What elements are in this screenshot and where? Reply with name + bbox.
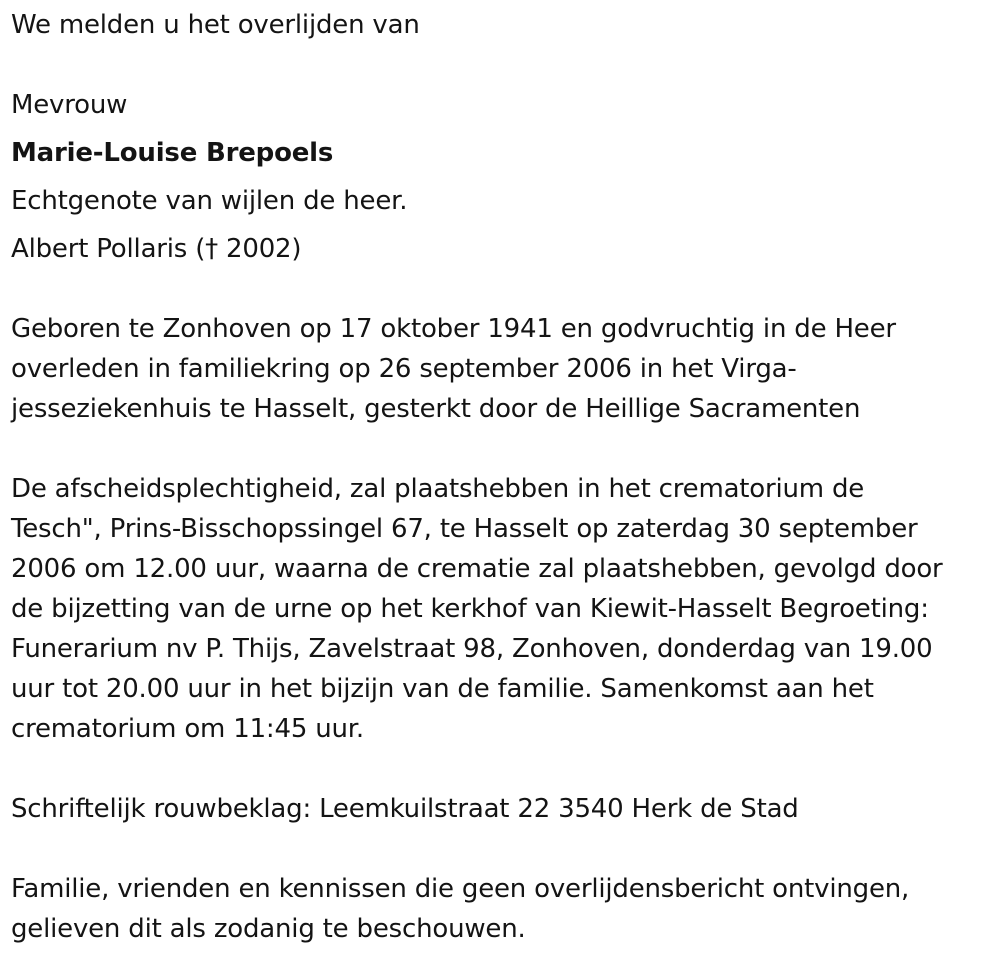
closing-line: Familie, vrienden en kennissen die geen overlijdensbericht ontvingen, (11, 874, 910, 904)
birth-line: overleden in familiekring op 26 september 2006 in het Virga- (11, 354, 797, 384)
intro-text: We melden u het overlijden van (11, 10, 420, 40)
deceased-name: Marie-Louise Brepoels (11, 138, 334, 168)
ceremony-line: De afscheidsplechtigheid, zal plaatshebben in het crematorium de (11, 474, 865, 504)
salutation-text: Mevrouw (11, 90, 128, 120)
ceremony-line: Funerarium nv P. Thijs, Zavelstraat 98, Zonhoven, donderdag van 19.00 (11, 634, 933, 664)
ceremony-line: uur tot 20.00 uur in het bijzijn van de familie. Samenkomst aan het (11, 674, 874, 704)
ceremony-line: 2006 om 12.00 uur, waarna de crematie zal plaatshebben, gevolgd door (11, 554, 943, 584)
birth-line: jesseziekenhuis te Hasselt, gesterkt door de Heillige Sacramenten (11, 394, 861, 424)
ceremony-line: crematorium om 11:45 uur. (11, 714, 364, 744)
spouse-text: Echtgenote van wijlen de heer. (11, 186, 408, 216)
ceremony-line: de bijzetting van de urne op het kerkhof van Kiewit-Hasselt Begroeting: (11, 594, 929, 624)
birth-line: Geboren te Zonhoven op 17 oktober 1941 en godvruchtig in de Heer (11, 314, 896, 344)
condolence-address: Schriftelijk rouwbeklag: Leemkuilstraat 22 3540 Herk de Stad (11, 794, 799, 824)
spouse-name-text: Albert Pollaris († 2002) (11, 234, 302, 264)
ceremony-line: Tesch", Prins-Bisschopssingel 67, te Hasselt op zaterdag 30 september (11, 514, 918, 544)
closing-line: gelieven dit als zodanig te beschouwen. (11, 914, 526, 944)
